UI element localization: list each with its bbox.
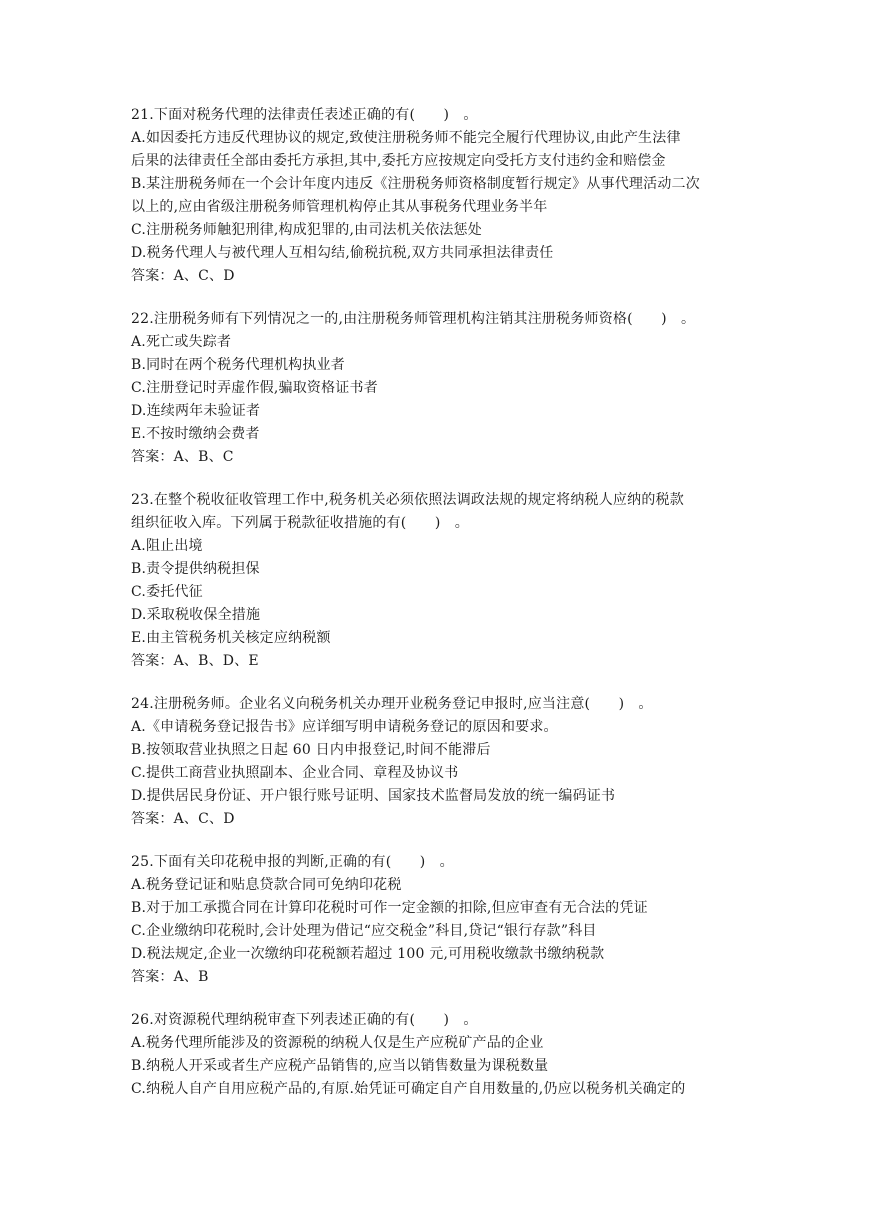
option-line: C.企业缴纳印花税时,会计处理为借记“应交税金”科目,贷记“银行存款”科目 bbox=[131, 923, 597, 939]
option-line: D.税务代理人与被代理人互相勾结,偷税抗税,双方共同承担法律责任 bbox=[131, 245, 554, 261]
option-line: A.死亡或失踪者 bbox=[131, 334, 232, 350]
option-line: E.不按时缴纳会费者 bbox=[131, 426, 260, 442]
option-line: D.提供居民身份证、开户银行账号证明、国家技术监督局发放的统一编码证书 bbox=[131, 788, 616, 804]
question-stem: 25.下面有关印花税申报的判断,正确的有( ) 。 bbox=[131, 854, 454, 870]
option-line: B.同时在两个税务代理机构执业者 bbox=[131, 357, 345, 373]
option-line: 以上的,应由省级注册税务师管理机构停止其从事税务代理业务半年 bbox=[131, 199, 548, 215]
option-line: D.税法规定,企业一次缴纳印花税额若超过 100 元,可用税收缴款书缴纳税款 bbox=[131, 946, 605, 962]
option-line: A.阻止出境 bbox=[131, 538, 203, 554]
question-21 bbox=[131, 104, 851, 288]
option-line: 后果的法律责任全部由委托方承担,其中,委托方应按规定向受托方支付违约金和赔偿金 bbox=[131, 153, 666, 169]
option-line: D.采取税收保全措施 bbox=[131, 607, 261, 623]
question-25 bbox=[131, 851, 851, 989]
question-stem: 26.对资源税代理纳税审查下列表述正确的有( ) 。 bbox=[131, 1012, 478, 1028]
option-line: C.注册税务师触犯刑律,构成犯罪的,由司法机关依法惩处 bbox=[131, 222, 482, 238]
option-line: A.如因委托方违反代理协议的规定,致使注册税务师不能完全履行代理协议,由此产生法律 bbox=[131, 130, 681, 146]
option-line: C.纳税人自产自用应税产品的,有原.始凭证可确定自产自用数量的,仍应以税务机关确定的 bbox=[131, 1081, 686, 1097]
option-line: C.注册登记时弄虚作假,骗取资格证书者 bbox=[131, 380, 378, 396]
question-stem: 组织征收入库。下列属于税款征收措施的有( ) 。 bbox=[131, 515, 469, 531]
option-line: B.按领取营业执照之日起 60 日内申报登记,时间不能滞后 bbox=[131, 742, 491, 758]
question-stem: 23.在整个税收征收管理工作中,税务机关必须依照法调政法规的规定将纳税人应纳的税款 bbox=[131, 492, 684, 508]
option-line: B.责令提供纳税担保 bbox=[131, 561, 260, 577]
question-22 bbox=[131, 308, 851, 469]
answer-line: 答案：A、B、D、E bbox=[131, 653, 259, 669]
question-stem: 22.注册税务师有下列情况之一的,由注册税务师管理机构注销其注册税务师资格( ) 。 bbox=[131, 311, 696, 327]
option-line: A.税务登记证和贴息贷款合同可免纳印花税 bbox=[131, 877, 402, 893]
option-line: B.某注册税务师在一个会计年度内违反《注册税务师资格制度暂行规定》从事代理活动二次 bbox=[131, 176, 700, 192]
question-24 bbox=[131, 693, 851, 831]
option-line: C.委托代征 bbox=[131, 584, 203, 600]
answer-line: 答案：A、B bbox=[131, 969, 209, 985]
option-line: A.税务代理所能涉及的资源税的纳税人仅是生产应税矿产品的企业 bbox=[131, 1035, 544, 1051]
answer-line: 答案：A、B、C bbox=[131, 449, 234, 465]
option-line: D.连续两年未验证者 bbox=[131, 403, 261, 419]
question-26 bbox=[131, 1009, 851, 1101]
document-page bbox=[131, 104, 851, 1121]
option-line: A.《申请税务登记报告书》应详细写明申请税务登记的原因和要求。 bbox=[131, 719, 558, 735]
question-23 bbox=[131, 489, 851, 673]
question-stem: 24.注册税务师。企业名义向税务机关办理开业税务登记申报时,应当注意( ) 。 bbox=[131, 696, 653, 712]
option-line: B.对于加工承揽合同在计算印花税时可作一定金额的扣除,但应审查有无合法的凭证 bbox=[131, 900, 648, 916]
option-line: E.由主管税务机关核定应纳税额 bbox=[131, 630, 331, 646]
question-stem: 21.下面对税务代理的法律责任表述正确的有( ) 。 bbox=[131, 107, 478, 123]
option-line: C.提供工商营业执照副本、企业合同、章程及协议书 bbox=[131, 765, 459, 781]
option-line: B.纳税人开采或者生产应税产品销售的,应当以销售数量为课税数量 bbox=[131, 1058, 549, 1074]
answer-line: 答案：A、C、D bbox=[131, 811, 235, 827]
answer-line: 答案：A、C、D bbox=[131, 268, 235, 284]
